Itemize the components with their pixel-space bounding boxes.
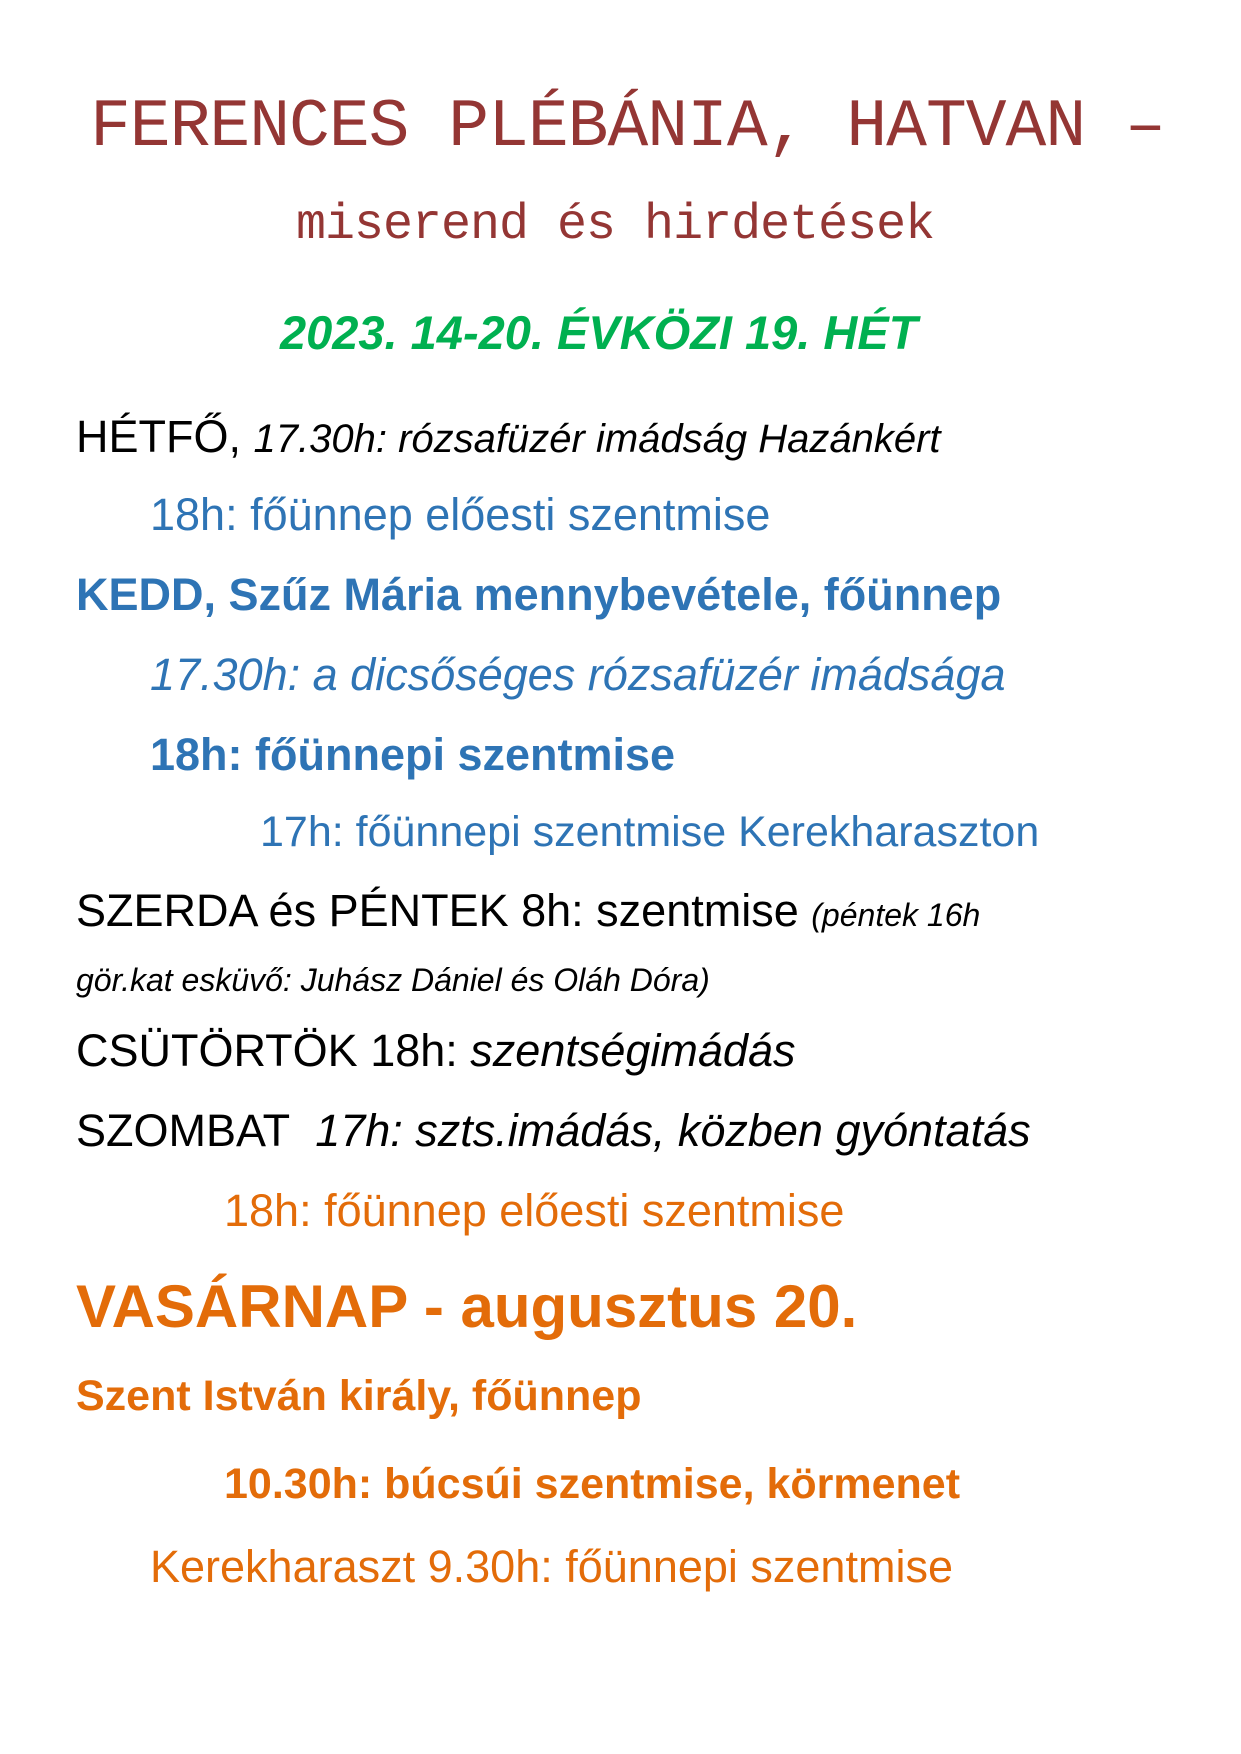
tuesday-mass: 18h: főünnepi szentmise [150, 729, 676, 780]
saturday-mass: 18h: főünnep előesti szentmise [224, 1185, 845, 1236]
tuesday-heading: KEDD, Szűz Mária mennybevétele, főünnep [76, 569, 1002, 620]
thursday-event: szentségimádás [470, 1025, 796, 1076]
tuesday-rosary: 17.30h: a dicsőséges rózsafüzér imádsága [150, 649, 1006, 700]
saturday-day: SZOMBAT [76, 1105, 291, 1156]
monday-mass: 18h: főünnep előesti szentmise [150, 489, 771, 540]
sunday-feast: Szent István király, főünnep [76, 1372, 642, 1420]
sunday-mass: 10.30h: búcsúi szentmise, körmenet [224, 1460, 961, 1508]
week-heading: 2023. 14-20. ÉVKÖZI 19. HÉT [280, 306, 918, 359]
friday-note-part2: gör.kat esküvő: Juhász Dániel és Oláh Dóra) [76, 962, 710, 998]
sunday-kerekharaszt: Kerekharaszt 9.30h: főünnepi szentmise [150, 1541, 953, 1592]
wednesday-friday-row [76, 884, 980, 942]
saturday-event: 17h: szts.imádás, közben gyóntatás [315, 1105, 1031, 1156]
saturday-row [76, 1104, 1031, 1158]
thursday-row [76, 1024, 795, 1078]
friday-note-part1: (péntek 16h [811, 897, 981, 933]
page-subtitle: miserend és hirdetések [296, 197, 935, 254]
page-title: FERENCES PLÉBÁNIA, HATVAN – [90, 89, 1165, 166]
monday-rosary: 17.30h: rózsafüzér imádság Hazánkért [253, 417, 941, 461]
wednesday-friday-text: SZERDA és PÉNTEK 8h: szentmise [76, 885, 799, 936]
sunday-heading: VASÁRNAP - augusztus 20. [76, 1273, 858, 1340]
monday-row [76, 410, 941, 466]
tuesday-kerekharaszt: 17h: főünnepi szentmise Kerekharaszton [260, 808, 1040, 856]
thursday-day: CSÜTÖRTÖK 18h: [76, 1025, 458, 1076]
monday-day: HÉTFŐ, [76, 411, 241, 462]
